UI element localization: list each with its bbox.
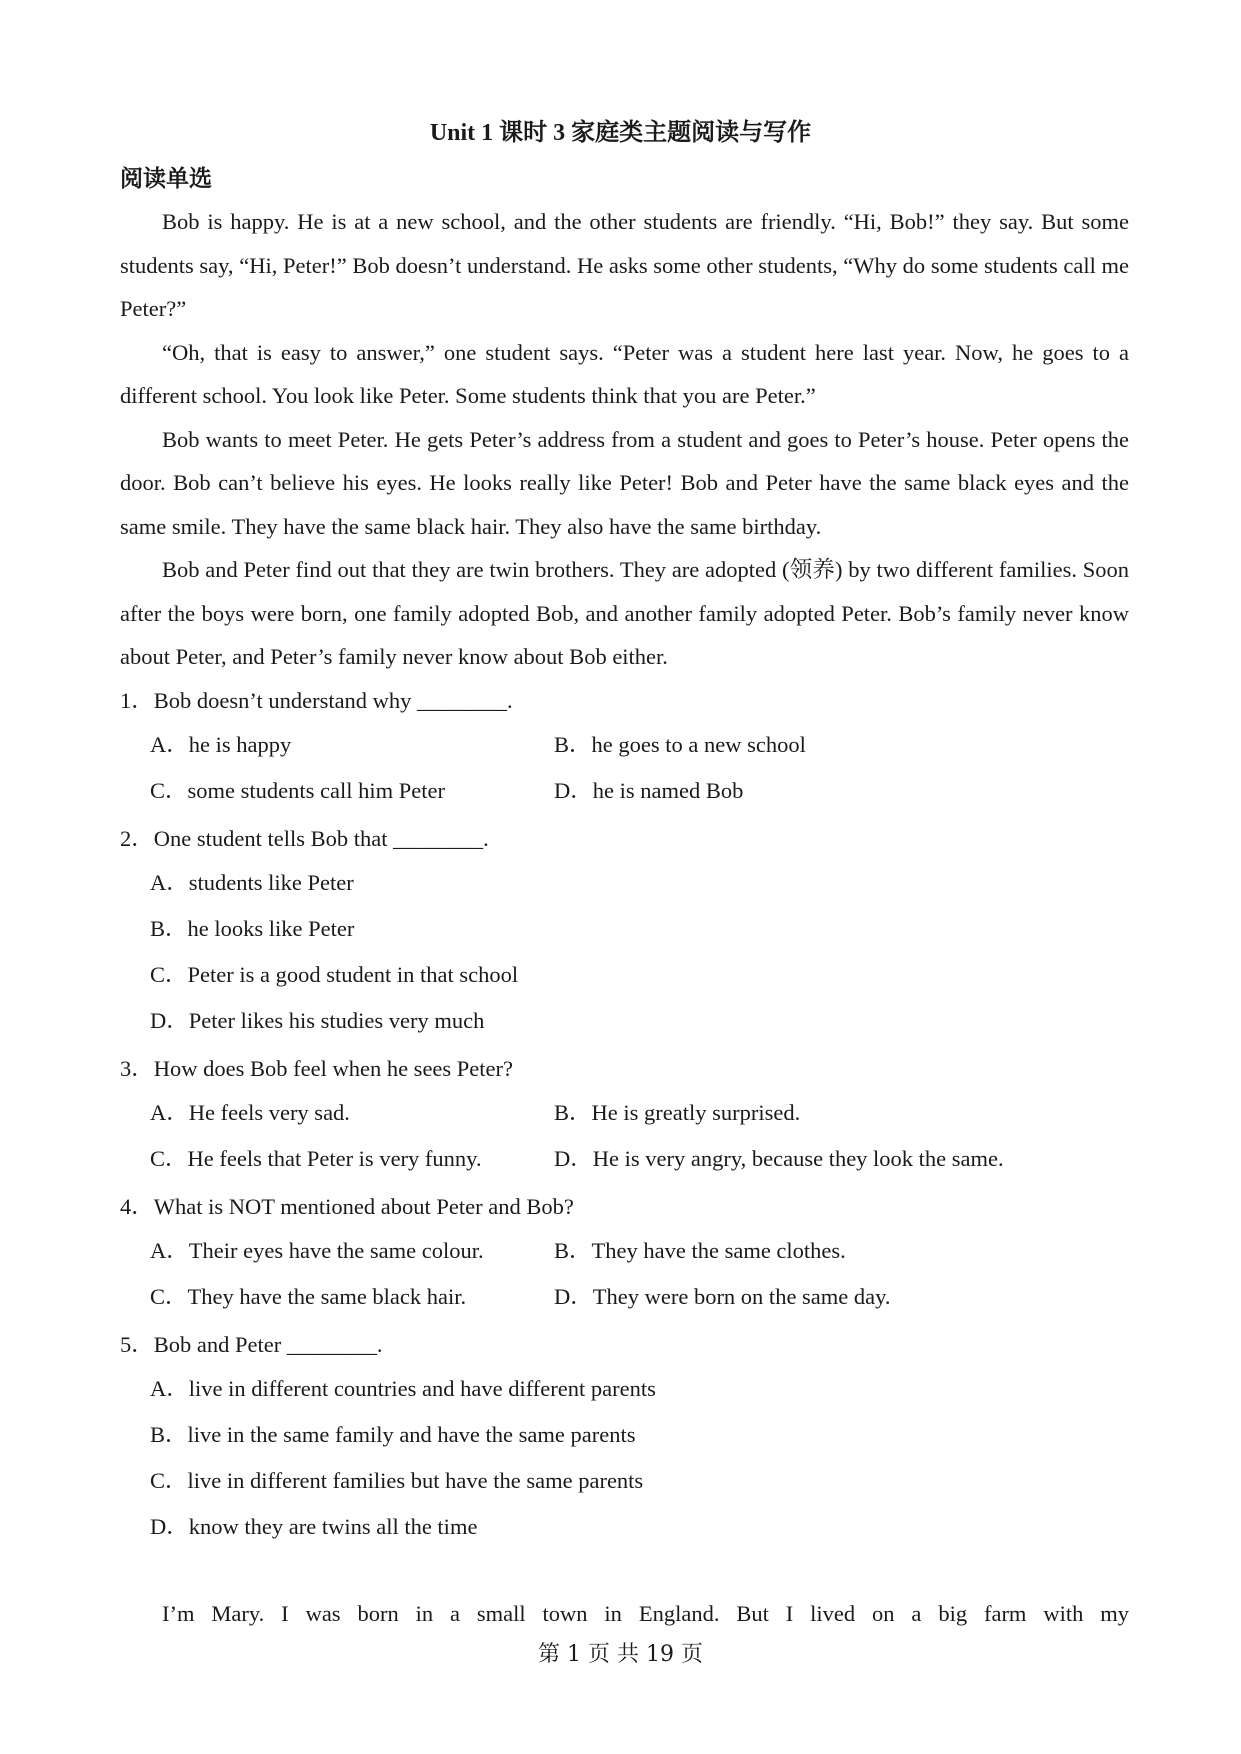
passage-paragraph: Bob is happy. He is at a new school, and the other students are friendly. “Hi, Bob!” they say. But some students say, “Hi, Peter!” Bob doesn’t understand. He asks some other students, “Why do some students call me Peter?” [120, 209, 1129, 321]
next-passage-start: I’m Mary. I was born in a small town in England. But I lived on a big farm with my [162, 1601, 1129, 1626]
option-b: B．he looks like Peter [150, 915, 355, 941]
option-c: C．They have the same black hair. [150, 1283, 467, 1309]
option-row [120, 723, 1129, 769]
passage-paragraph: Bob wants to meet Peter. He gets Peter’s address from a student and goes to Peter’s house. Peter opens the door. Bob can’t believe his eyes. He looks really like Peter! Bob and Peter have the same black eyes and the same smile. They have the same black hair. They also have the same birthday. [120, 426, 1129, 539]
option-row [120, 1137, 1129, 1183]
option-c: C．live in different families but have the same parents [150, 1467, 644, 1493]
passage-paragraph: “Oh, that is easy to answer,” one student says. “Peter was a student here last year. Now, he goes to a different school. You look like Peter. Some students think that you are Peter.” [120, 339, 1129, 408]
option-a: A．he is happy [150, 731, 292, 757]
option-d: D．he is named Bob [554, 777, 744, 803]
document-body [120, 200, 1129, 1551]
option-c: C．Peter is a good student in that school [150, 961, 519, 987]
question-stem: 2．One student tells Bob that ________. [120, 825, 489, 851]
document-title: Unit 1 课时 3 家庭类主题阅读与写作 [429, 120, 812, 146]
option-b: B．he goes to a new school [554, 731, 806, 757]
option-c: C．some students call him Peter [150, 777, 445, 803]
page-footer: 第 1 页 共 19 页 [538, 1642, 703, 1667]
option-b: B．They have the same clothes. [554, 1237, 846, 1263]
option-b: B．live in the same family and have the same parents [150, 1421, 636, 1447]
option-a: A．live in different countries and have different parents [150, 1375, 656, 1401]
option-a: A．students like Peter [150, 869, 354, 895]
question-stem: 1．Bob doesn’t understand why ________. [120, 687, 513, 713]
option-c: C．He feels that Peter is very funny. [150, 1145, 482, 1171]
option-d: D．know they are twins all the time [150, 1513, 478, 1539]
option-row [120, 1091, 1129, 1137]
question-stem: 4．What is NOT mentioned about Peter and Bob? [120, 1193, 574, 1219]
question-stem: 3．How does Bob feel when he sees Peter? [120, 1055, 514, 1081]
option-row [120, 769, 1129, 815]
option-row [120, 1229, 1129, 1275]
option-b: B．He is greatly surprised. [554, 1099, 801, 1125]
option-a: A．Their eyes have the same colour. [150, 1237, 484, 1263]
option-row [120, 1275, 1129, 1321]
option-d: D．He is very angry, because they look the same. [554, 1145, 1004, 1171]
option-d: D．Peter likes his studies very much [150, 1007, 485, 1033]
passage-paragraph: Bob and Peter find out that they are twin brothers. They are adopted (领养) by two different families. Soon after the boys were born, one family adopted Bob, and another family adopted Peter. Bob’s family never know about Peter, and Peter’s family never know about Bob either. [120, 557, 1129, 669]
option-a: A．He feels very sad. [150, 1099, 350, 1125]
question-stem: 5．Bob and Peter ________. [120, 1331, 383, 1357]
section-heading: 阅读单选 [120, 166, 212, 191]
option-d: D．They were born on the same day. [554, 1283, 891, 1309]
